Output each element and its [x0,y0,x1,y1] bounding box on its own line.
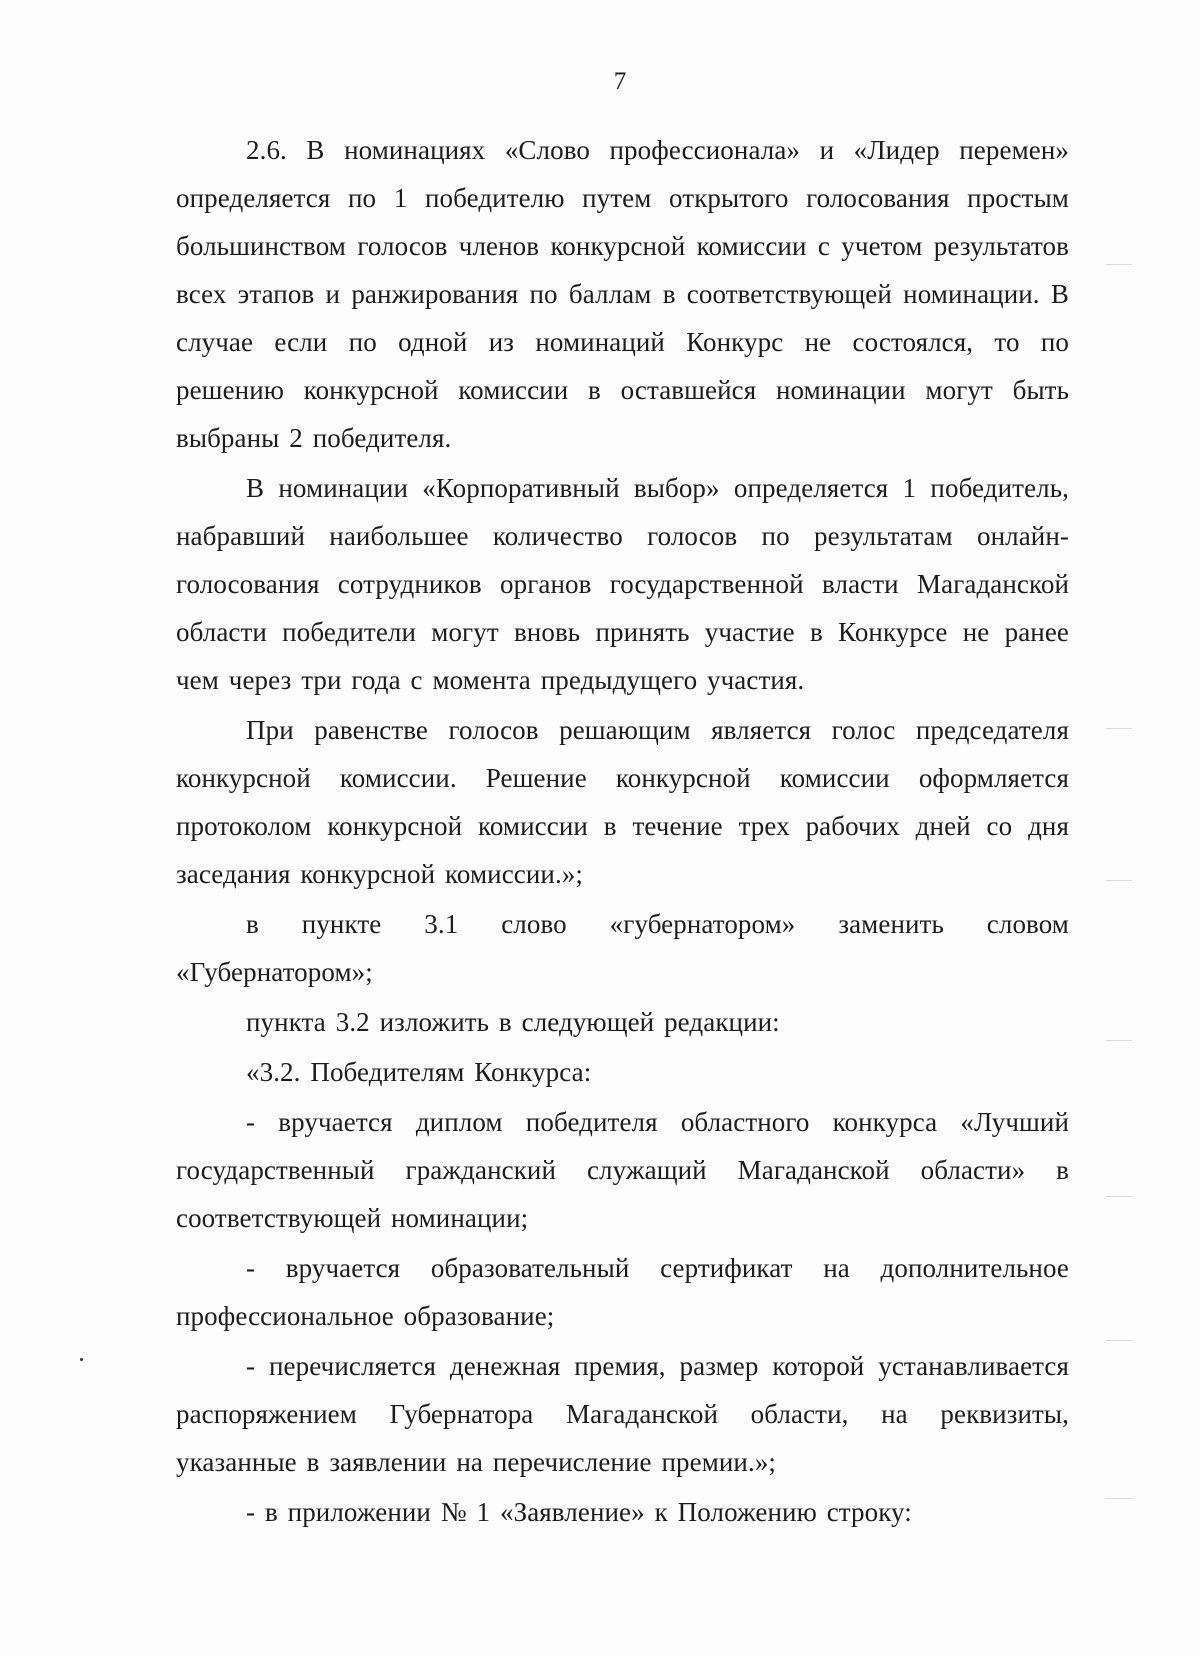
scan-artifact [1106,264,1132,265]
paragraph-point-3-1: в пункте 3.1 слово «губернатором» заменить словом «Губернатором»; [176,909,1069,987]
paragraph-point-3-2-intro: пункта 3.2 изложить в следующей редакции: [246,1007,780,1037]
scan-artifact [1106,1340,1132,1341]
scan-artifact [1106,728,1132,729]
scan-artifact [1106,880,1132,881]
scan-speck [80,1358,83,1361]
list-item-diploma: - вручается диплом победителя областного конкурса «Лучший государственный гражданский служащий Магаданской области» в соответствующей номинации; [176,1107,1069,1233]
paragraph-corporate-choice: В номинации «Корпоративный выбор» определяется 1 победитель, набравший наибольшее количество голосов по результатам онлайн-голосования сотрудников органов государственной власти Магаданской области победители могут вновь принять участие в Конкурсе не ранее чем через три года с момента предыдущего участия. [176,473,1069,695]
paragraph-appendix-1: - в приложении № 1 «Заявление» к Положению строку: [246,1497,912,1527]
document-body [176,126,1069,1538]
paragraph-2-6: 2.6. В номинациях «Слово профессионала» и «Лидер перемен» определяется по 1 победителю путем открытого голосования простым большинством голосов членов конкурсной комиссии с учетом результатов всех этапов и ранжирования по баллам в соответствующей номинации. В случае если по одной из номинаций Конкурс не состоялся, то по решению конкурсной комиссии в оставшейся номинации могут быть выбраны 2 победителя. [176,135,1069,453]
scan-artifact [1106,1196,1132,1197]
list-item-bonus: - перечисляется денежная премия, размер которой устанавливается распоряжением Губернатора Магаданской области, на реквизиты, указанные в заявлении на перечисление премии.»; [176,1351,1069,1477]
paragraph-point-3-2-heading: «3.2. Победителям Конкурса: [246,1057,592,1087]
scan-artifact [1106,1498,1132,1499]
paragraph-tie-vote: При равенстве голосов решающим является голос председателя конкурсной комиссии. Решение конкурсной комиссии оформляется протоколом конкурсной комиссии в течение трех рабочих дней со дня заседания конкурсной комиссии.»; [176,715,1069,889]
list-item-certificate: - вручается образовательный сертификат на дополнительное профессиональное образование; [176,1253,1069,1331]
page-number: 7 [613,68,627,95]
scan-artifact [1106,1040,1132,1041]
